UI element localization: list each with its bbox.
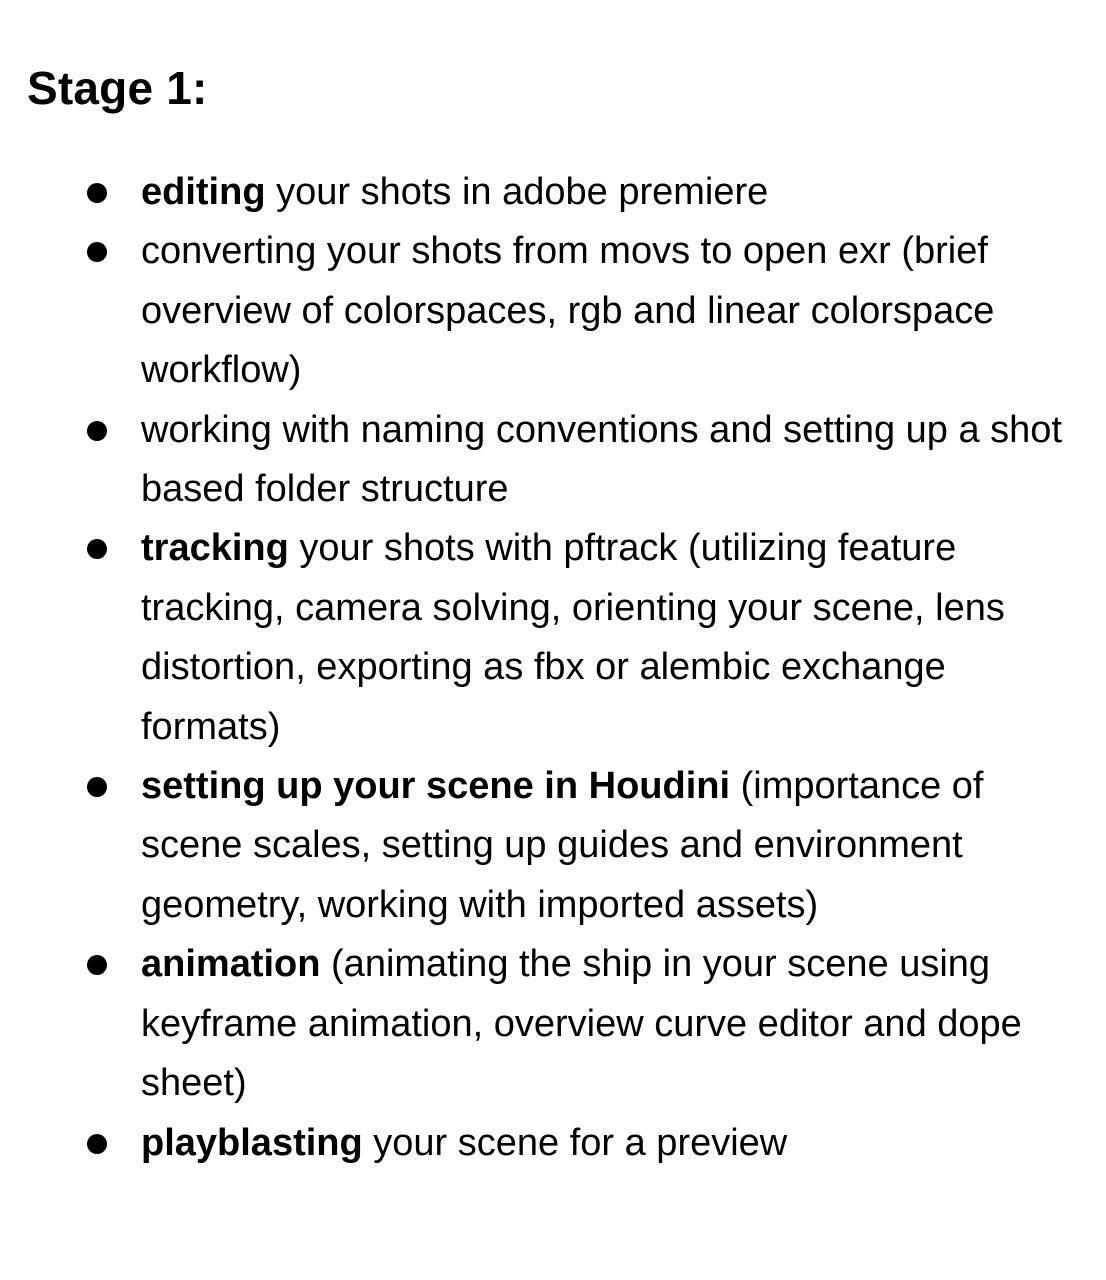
item-bold-text: tracking	[141, 527, 289, 570]
list-item-tracking	[0, 519, 1106, 757]
item-bold-text: animation	[141, 943, 321, 986]
page-title: Stage 1:	[27, 62, 208, 114]
item-bold-text: editing	[141, 171, 266, 213]
list-item-editing	[0, 163, 1106, 222]
bullet-icon	[87, 777, 107, 797]
item-text: your shots in adobe premiere	[265, 171, 769, 213]
bullet-icon	[87, 183, 107, 203]
bullet-icon	[87, 242, 107, 262]
topic-list	[0, 163, 1106, 1173]
list-item-animation	[0, 935, 1106, 1113]
item-text: converting your shots from movs to open exr (brief overview of colorspaces, rgb and linear colorspace workflow)	[141, 230, 995, 392]
item-text: your shots with pftrack (utilizing feature tracking, camera solving, orienting your scene, lens distortion, exporting as fbx or alembic exchange formats)	[141, 527, 1005, 748]
item-text: working with naming conventions and setting up a shot based folder structure	[141, 408, 1062, 511]
bullet-icon	[87, 421, 107, 441]
item-bold-text: setting up your scene in Houdini	[141, 765, 731, 808]
list-item-houdini-setup	[0, 757, 1106, 935]
bullet-icon	[87, 1134, 107, 1154]
item-bold-text: playblasting	[141, 1121, 363, 1164]
item-text: (importance of scene scales, setting up guides and environment geometry, working with imported assets)	[141, 765, 984, 926]
list-item-playblasting	[0, 1114, 1106, 1173]
bullet-icon	[87, 539, 107, 559]
item-text: (animating the ship in your scene using keyframe animation, overview curve editor and dope sheet)	[141, 943, 1022, 1105]
list-item-converting	[0, 222, 1106, 400]
bullet-icon	[87, 955, 107, 975]
list-item-naming	[0, 401, 1106, 520]
item-text: your scene for a preview	[362, 1121, 788, 1164]
